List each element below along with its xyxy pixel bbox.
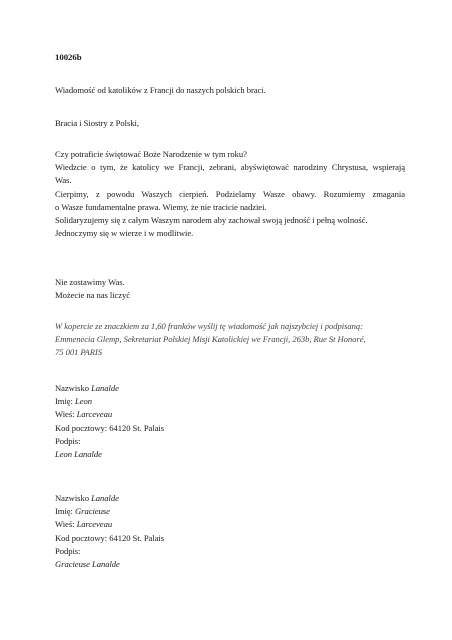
signature-text: Gracieuse Lanalde [55,559,120,570]
document-id: 10026b [55,52,82,62]
signatory-block [55,492,405,571]
closing-line: Nie zostawimy Was. [55,277,125,287]
body-line: Jednoczymy się w wierze i w modlitwie. [55,228,194,239]
surname-label: Nazwisko [55,493,89,503]
village-row [55,408,405,421]
postal-row [55,422,405,435]
body-line: Solidaryzujemy się z całym Waszym narodem aby zachował swoją jedność i pełną wolność. [55,215,368,226]
firstname-value: Leon [75,396,92,407]
body-line: Czy potraficie świętować Boże Narodzenie w tym roku? [55,149,247,159]
surname-row [55,492,405,505]
village-value: Larceveau [76,409,113,420]
signature-label: Podpis: [55,435,81,446]
postal-value: 64120 St. Palais [109,532,165,543]
note-line: W kopercie ze znaczkiem za 1,60 franków wyślij tę wiadomość jak najszybciej i podpisaną: [55,321,363,331]
village-label: Wieś: [55,519,75,530]
firstname-value: Gracieuse [75,506,110,517]
note-line: Emmenecia Glemp, Sekretariat Polskiej Misji Katolickiej we Francji, 263b, Rue St Honoré, [55,334,366,345]
signature-label: Podpis: [55,545,81,556]
body-line: Cierpimy, z powodu Waszych cierpień. Podzielamy Wasze obawy. Rozumiemy zmagania [55,188,405,199]
closing [55,276,405,302]
body-line: Wiedzcie o tym, że katolicy we Francji, zebrani, abyświętować narodziny Chrystusa, wspierają [55,162,405,173]
signature-text: Leon Lanalde [55,449,102,460]
firstname-label: Imię: [55,506,73,517]
closing-line: Możecie na nas liczyć [55,290,131,301]
salutation: Bracia i Siostry z Polski, [55,118,139,128]
village-label: Wieś: [55,409,75,420]
body-line: o Wasze fundamentalne prawa. Wiemy, że nie tracicie nadziei. [55,201,267,212]
surname-value: Lanalde [91,383,119,393]
note-line: 75 001 PARIS [55,347,102,358]
mailing-instructions [55,320,405,360]
body-line: Was. [55,175,72,186]
postal-row [55,532,405,545]
firstname-row [55,505,405,518]
surname-label: Nazwisko [55,383,89,393]
firstname-row [55,395,405,408]
village-value: Larceveau [76,519,113,530]
postal-label: Kod pocztowy: [55,532,108,543]
message-heading: Wiadomość od katolików z Francji do naszych polskich braci. [55,85,266,95]
surname-row [55,382,405,395]
signatory-block [55,382,405,461]
postal-label: Kod pocztowy: [55,422,108,433]
surname-value: Lanalde [91,493,119,503]
village-row [55,518,405,531]
firstname-label: Imię: [55,396,73,407]
postal-value: 64120 St. Palais [109,422,165,433]
message-body [55,148,405,240]
